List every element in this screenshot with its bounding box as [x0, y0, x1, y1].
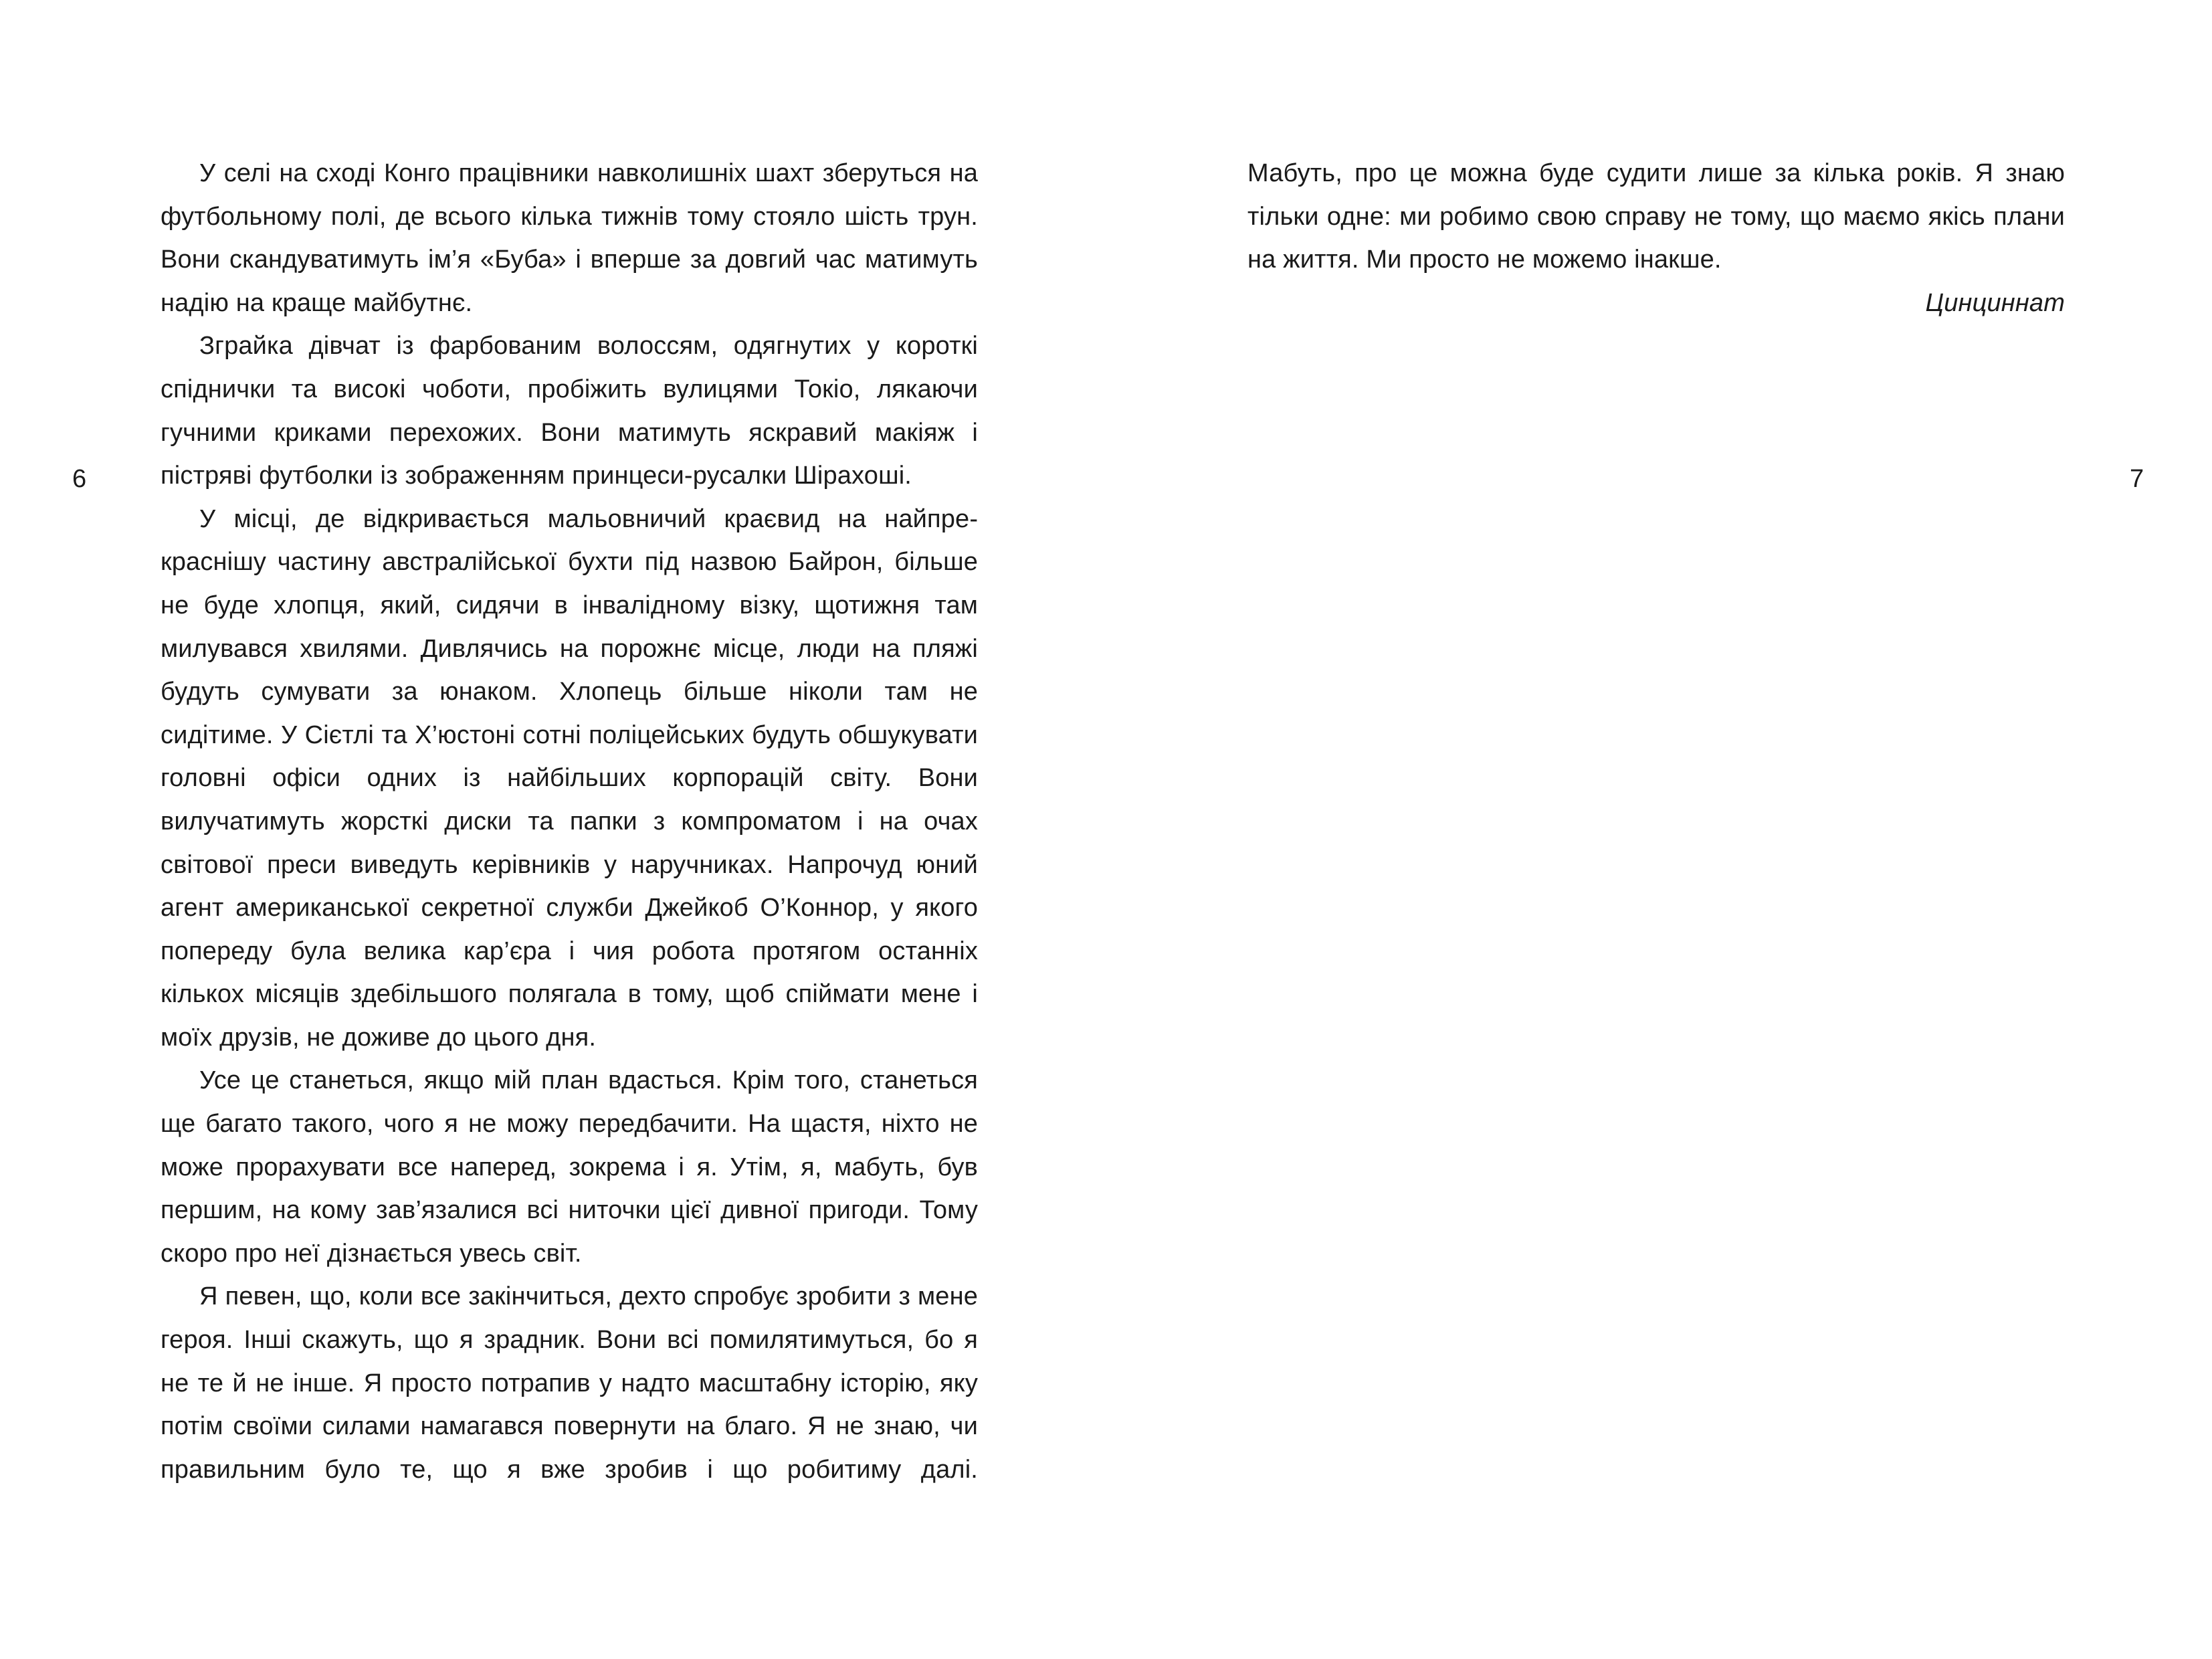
paragraph: У місці, де відкривається мальовничий краєвид на найпрекраснішу частину австралійської бухти під назвою Байрон, більше не буде хлопця, який, сидячи в інвалідному візку, щотижня там милувався хвилями. Дивлячись на порожнє місце, люди на пляжі будуть сумувати за юнаком. Хлопець більше ніколи там не сидітиме. У Сієтлі та Х’юстоні сотні поліцейських будуть обшукувати головні офіси одних із найбільших корпорацій світу. Вони вилучатимуть жорсткі диски та папки з компроматом і на очах світової преси виведуть керівників у наручниках. Напрочуд юний агент американської секретної служби Джейкоб О’Коннор, у якого попереду була велика кар’єра і чия робота протягом останніх кількох місяців здебільшого полягала в тому, щоб спіймати мене і моїх друзів, не доживе до цього дня. — [161, 504, 978, 1052]
right-page-text — [1247, 152, 2065, 324]
left-page-text — [161, 152, 978, 1491]
paragraph: У селі на сході Конго працівники навколишніх шахт зберуться на футбольному полі, де всього кілька тижнів тому стояло шість трун. Вони скандуватимуть ім’я «Буба» і вперше за довгий час матимуть надію на краще майбутнє. — [161, 159, 978, 317]
right-page — [1106, 0, 2212, 1659]
paragraph: Усе це станеться, якщо мій план вдасться. Крім того, станеться ще багато такого, чого я не можу передбачити. На щастя, ніхто не може прорахувати все наперед, зокрема і я. Утім, я, мабуть, був першим, на кому зав’язалися всі ниточки цієї дивної пригоди. Тому скоро про неї дізнається увесь світ. — [161, 1066, 978, 1268]
paragraph: Зграйка дівчат із фарбованим волоссям, одягнутих у короткі спіднички та високі чоботи, пробіжить вулицями Токіо, лякаючи гучними криками перехожих. Вони матимуть яскравий макіяж і пістряві футболки із зображенням принцеси-русалки Шірахоші. — [161, 332, 978, 490]
paragraph: Мабуть, про це можна буде судити лише за кілька років. Я знаю тільки одне: ми робимо свою справу не тому, що маємо якісь плани на життя. Ми просто не можемо інакше. — [1247, 159, 2065, 274]
paragraph: Я певен, що, коли все закінчиться, дехто спробує зробити з мене героя. Інші скажуть, що я зрадник. Вони всі помилятимуться, бо я не те й не інше. Я просто потрапив у надто масштабну історію, яку потім своїми силами намагався повернути на благо. Я не знаю, чи правильним було те, що я вже зробив і що робитиму далі. — [161, 1282, 978, 1484]
page-number-left: 6 — [72, 465, 87, 493]
page-number-right: 7 — [2130, 465, 2144, 493]
author-signature: Цинциннат — [1925, 288, 2065, 317]
